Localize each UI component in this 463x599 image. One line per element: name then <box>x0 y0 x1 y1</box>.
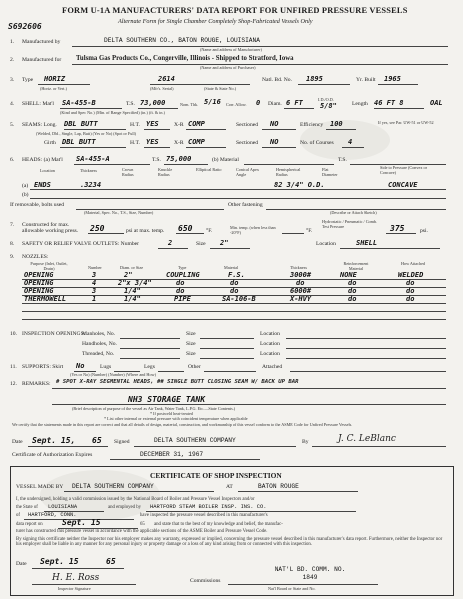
nozzle-attached: do <box>406 287 415 295</box>
other-caption: (Describe or Attach Sketch) <box>330 210 377 215</box>
removable-bolts-label: If removable, bolts used <box>10 202 65 208</box>
handholes-location-label: Location <box>260 341 280 347</box>
nozzle-number: 1 <box>92 295 97 303</box>
nozzle-type: COUPLING <box>166 271 200 279</box>
shop-employed-value: HARTFORD STEAM BOILER INSP. INS. CO. <box>150 504 267 510</box>
serial-stamp: S692606 <box>8 22 42 31</box>
vessel-made-by-value: DELTA SOUTHERN COMPANY <box>72 483 154 490</box>
courses-value: 4 <box>348 138 353 146</box>
nozzle-material: do <box>230 287 239 295</box>
girth-seam-value: DBL BUTT <box>62 138 96 146</box>
attached-label: Attached <box>262 364 283 370</box>
lugs-label: Lugs <box>100 364 112 370</box>
other-label: Other <box>188 364 201 370</box>
removable-caption: (Material, Spec. No., T.S., Size, Number) <box>84 210 154 215</box>
item-number: 4. <box>10 101 15 107</box>
heads-thickness: .3234 <box>80 181 102 189</box>
heads-label: HEADS: (a) Mat'l <box>22 157 63 163</box>
shell-length: 46 FT 8 <box>374 99 404 107</box>
mawp-value: 250 <box>90 224 105 233</box>
girth-xr-label: X-R <box>174 140 184 146</box>
nozzle-thickness: 6000# <box>290 287 312 295</box>
inspector-signature: H. E. Ross <box>52 573 100 583</box>
girth-sectioned-value: NO <box>270 138 279 146</box>
supports-caption: (Yes or No) (Number) (Number) (Where and How) <box>70 372 156 377</box>
vessel-purpose: NH3 STORAGE TANK <box>128 395 206 404</box>
min-temp-unit: °F. <box>306 228 313 234</box>
year-built-value: 1965 <box>384 75 401 83</box>
long-seam-value: DBL BUTT <box>64 120 98 128</box>
seam-efficiency-value: 100 <box>330 120 343 128</box>
shell-diam-label: Diam. <box>268 101 282 107</box>
shell-ts-value: 73,000 <box>140 99 166 107</box>
manufactured-by-label: Manufactured by <box>22 39 61 45</box>
handholes-size-label: Size <box>186 341 196 347</box>
item-number: 10. <box>10 331 17 337</box>
natl-bd-label: Natl. Bd. No. <box>262 77 292 83</box>
heads-ts-label: T.S. <box>152 157 161 163</box>
heads-b-ts-label: T.S. <box>338 157 347 163</box>
heads-col-elliptical: Elliptical Ratio <box>196 167 222 172</box>
shop-date-year: 65 <box>106 557 116 566</box>
manholes-size-label: Size <box>186 331 196 337</box>
nozzle-thickness: X-HVY <box>290 295 312 303</box>
heads-col-hemispherical: Hemispherical Radius <box>276 167 301 177</box>
nozzle-thickness: 3000# <box>290 271 312 279</box>
nozzle-col-thickness: Thickness <box>290 265 307 270</box>
form-title: FORM U-1A MANUFACTURERS' DATA REPORT FOR UNFIRED PRESSURE VESSELS <box>62 6 408 15</box>
courses-label: No. of Courses <box>300 140 334 146</box>
nozzle-size: 1/4" <box>124 295 141 303</box>
handholes-label: Handholes, No. <box>82 341 117 347</box>
mawp-unit: psi at max. temp. <box>126 228 165 234</box>
nozzle-reinforcement: do <box>348 279 357 287</box>
nozzle-col-type: Type <box>178 265 187 270</box>
inspector-signature-caption: Inspector Signature <box>58 586 91 591</box>
type-label: Type <box>22 77 34 83</box>
nozzle-attached: do <box>406 279 415 287</box>
nozzle-reinforcement: NONE <box>340 271 357 279</box>
shop-data-report-label: data report on <box>16 522 43 527</box>
nozzle-purpose: OPENING <box>24 271 54 279</box>
seam-sectioned-label: Sectioned <box>236 122 259 128</box>
certification-statement: We certify that the statements made in this report are correct and that all details of design, material, construction, and workmanship of this vessel conform to the ASME Code for Unfired Pressure Vessels. <box>12 422 353 427</box>
nozzle-size: 2" <box>124 271 133 279</box>
seam-sectioned-value: NO <box>270 120 279 128</box>
nozzle-number: 3 <box>92 271 97 279</box>
vessel-at-value: BATON ROUGE <box>258 483 299 490</box>
shell-nom-label: Nom. Thk. <box>180 102 199 107</box>
auth-expiry: DECEMBER 31, 1967 <box>140 451 204 458</box>
girth-label: Girth <box>44 140 56 146</box>
shop-para-3: and state that to the best of my knowledge and belief, the manufac- <box>154 522 283 527</box>
mfr-serial-value: 2614 <box>158 75 175 83</box>
year-built-label: Yr. Built <box>356 77 376 83</box>
item-number: 5. <box>10 122 15 128</box>
nozzle-size: 1/4" <box>124 287 141 295</box>
heads-location: ENDS <box>34 181 51 189</box>
manholes-location-label: Location <box>260 331 280 337</box>
relief-valve-location: SHELL <box>356 239 378 247</box>
item-number: 3. <box>10 77 15 83</box>
relief-valve-location-label: Location <box>316 241 336 247</box>
cert-date: Sept. 15, <box>32 436 76 445</box>
manholes-label: Manholes, No. <box>82 331 116 337</box>
shop-employed-label: and employed by <box>108 505 142 510</box>
nozzle-col-material: Material <box>224 265 239 270</box>
relief-valve-size-label: Size <box>196 241 206 247</box>
nozzle-attached: do <box>406 295 415 303</box>
nozzle-number: 3 <box>92 287 97 295</box>
shop-date: Sept. 15 <box>40 557 79 566</box>
min-temp-label: Min. temp. (when less than -20°F) <box>230 225 276 235</box>
manufacturer-signature: J. C. LeBlanc <box>338 434 396 444</box>
shell-diameter: 6 FT <box>286 99 303 107</box>
shop-para-1: I, the undersigned, holding a valid commission issued by the National Board of Boiler and Pressure Vessel Inspectors and/or <box>16 497 255 502</box>
item-number: 8. <box>10 241 15 247</box>
shop-date-label: Date <box>16 561 27 567</box>
heads-col-flat: Flat Diameter <box>322 167 338 177</box>
heads-col-thickness: Thickness <box>80 168 97 173</box>
seam-xr-value: COMP <box>188 120 205 128</box>
state-caption: (State & State No.) <box>204 86 237 91</box>
item-number: 6. <box>10 157 15 163</box>
by-label: By <box>302 439 309 445</box>
nozzle-col-reinforcement: Reinforcement Material <box>343 261 369 271</box>
cert-date-year: 65 <box>92 436 102 445</box>
mawp-label: Constructed for max. allowable working press. <box>22 222 79 234</box>
remarks-caption-3: * List other internal or external pressure with coincident temperature when applicable <box>104 416 248 421</box>
inspection-openings-label: INSPECTION OPENINGS: <box>22 331 86 337</box>
shop-inspection-title: CERTIFICATE OF SHOP INSPECTION <box>150 471 282 480</box>
shop-inspected-year: 65 <box>140 522 145 527</box>
shell-od-label: I.D./O.D. <box>318 97 334 102</box>
heads-col-location: Location <box>40 168 55 173</box>
shop-state-value: LOUISIANA <box>48 504 78 510</box>
item-number: 11. <box>10 364 17 370</box>
manufacturer-value: DELTA SOUTHERN CO., BATON ROUGE, LOUISIANA <box>104 37 260 44</box>
test-pressure-value: 375 <box>390 224 405 233</box>
shell-caption: (Kind and Spec No.) (Min. of Range Specified) (in.) (ft. & in.) <box>60 110 165 115</box>
test-pressure-unit: psi. <box>420 228 428 234</box>
remarks-caption-2: * If postweld heat-treated <box>150 411 193 416</box>
heads-hemispherical-radius: 82 3/4" O.D. <box>274 181 325 189</box>
girth-sectioned-label: Sectioned <box>236 140 259 146</box>
seams-label: SEAMS: Long. <box>22 122 57 128</box>
remarks-label: REMARKS: <box>22 381 51 387</box>
max-temp-value: 650 <box>178 224 193 233</box>
nozzle-type: PIPE <box>174 295 191 303</box>
skirt-value: No <box>76 362 85 370</box>
remarks-value: # SPOT X-RAY SEGMENTAL HEADS, ## SINGLE BUTT CLOSING SEAM W/ BACK UP BAR <box>56 379 299 385</box>
shop-of-value: HARTFORD, CONN. <box>28 512 77 518</box>
nozzle-purpose: OPENING <box>24 279 54 287</box>
seam-ht-label: H.T. <box>130 122 140 128</box>
shell-thickness: 5/16 <box>204 98 221 106</box>
purchaser-value: Tulsma Gas Products Co., Congerville, Illinois - Shipped to Stratford, Iowa <box>76 55 294 62</box>
nozzle-type: do <box>176 279 185 287</box>
heads-col-knuckle: Knuckle Radius <box>158 167 173 177</box>
relief-valve-number: 2 <box>168 239 173 247</box>
item-number: 2. <box>10 57 15 63</box>
purchaser-caption: (Name and address of Purchaser) <box>200 65 256 70</box>
remarks-caption-1: (Brief description of purpose of the vessel as Air Tank, Water Tank, L.P.G. Etc.—State Contents.) <box>72 406 236 411</box>
nozzle-reinforcement: do <box>348 287 357 295</box>
girth-ht-value: YES <box>146 138 159 146</box>
supports-label: SUPPORTS: Skirt <box>22 364 64 370</box>
manufactured-for-label: Manufactured for <box>22 57 62 63</box>
signed-company: DELTA SOUTHERN COMPANY <box>154 437 236 444</box>
signed-label: Signed <box>114 439 130 445</box>
serial-caption: (Mfr's. Serial) <box>150 86 174 91</box>
shop-of-label: of <box>16 513 20 518</box>
nozzle-col-purpose: Purpose (Inlet, Outlet, Drain) <box>30 261 68 271</box>
girth-xr-value: COMP <box>188 138 205 146</box>
nozzle-type: do <box>176 287 185 295</box>
auth-label: Certificate of Authorization Expires <box>12 452 93 458</box>
manufacturer-caption: (Name and address of Manufacturer) <box>200 47 262 52</box>
nozzle-col-size: Diam. or Size <box>120 265 144 270</box>
shop-inspected-date: Sept. 15 <box>62 518 101 527</box>
shell-label: SHELL: Mat'l <box>22 101 54 107</box>
nozzles-label: NOZZLES: <box>22 254 49 260</box>
nozzle-material: do <box>230 279 239 287</box>
vessel-at-label: AT <box>226 484 233 490</box>
nozzle-material: SA-106-B <box>222 295 256 303</box>
nozzle-purpose: THERMOWELL <box>24 295 67 303</box>
seam-ht-value: YES <box>146 120 159 128</box>
nozzle-material: F.S. <box>228 271 245 279</box>
commissions-value: NAT'L BD. COMM. NO. 1849 <box>274 566 346 581</box>
nozzle-attached: WELDED <box>398 271 424 279</box>
type-caption: (Horiz. or Vert.) <box>40 86 67 91</box>
test-pressure-label: Hydrostatic / Pneumatic / Comb. Test Pressure <box>322 219 378 229</box>
nozzle-purpose: OPENING <box>24 287 54 295</box>
shell-length-label: Length <box>352 101 368 107</box>
legs-label: Legs <box>144 364 155 370</box>
shell-ts-label: T.S. <box>126 101 135 107</box>
item-number: 7. <box>10 222 15 228</box>
nozzle-reinforcement: do <box>348 295 357 303</box>
cert-date-label: Date <box>12 439 23 445</box>
natl-bd-value: 1895 <box>306 75 323 83</box>
shell-allow-label: Corr. Allow. <box>226 102 247 107</box>
item-number: 12. <box>10 381 17 387</box>
shell-od-value: 5/8" <box>320 102 337 110</box>
heads-row-a-label: (a) <box>22 183 29 189</box>
nozzle-size: 2"x 3/4" <box>118 279 152 287</box>
heads-side: CONCAVE <box>388 181 418 189</box>
threaded-size-label: Size <box>186 351 196 357</box>
threaded-label: Threaded, No. <box>82 351 115 357</box>
shop-state-label: the State of <box>16 505 38 510</box>
heads-col-conical: Conical Apex Angle <box>236 167 259 177</box>
shop-para-5: By signing this certificate neither the Inspector nor his employer makes any warranty, expressed or implied, concerning the pressure vessel described in this manufacturer's data report. Furthermore, neither the Inspector nor his employer shall be liable in any manner for any personal injury or property damage or a loss of any kind arising from or connected with this inspection. <box>16 537 443 548</box>
nozzle-number: 4 <box>92 279 97 287</box>
nozzle-col-number: Number <box>88 265 102 270</box>
heads-row-b-label: (b) <box>22 192 29 198</box>
commissions-label: Commissions <box>190 578 221 584</box>
other-fastening-label: Other fastening <box>228 202 263 208</box>
heads-ts-value: 75,000 <box>166 155 192 163</box>
item-number: 9. <box>10 254 15 260</box>
heads-b-material-label: (b) Material <box>212 157 239 163</box>
item-number: 1. <box>10 39 15 45</box>
shell-length-unit: OAL <box>430 99 443 107</box>
relief-valve-label: SAFETY OR RELIEF VALVE OUTLETS: Number <box>22 241 140 247</box>
shop-para-2: have inspected the pressure vessel described in this manufacturer's <box>140 513 268 518</box>
nozzle-col-attached: How Attached <box>400 261 426 266</box>
seam-xr-label: X-R <box>174 122 184 128</box>
shell-corrosion-allowance: 0 <box>256 99 261 107</box>
type-value: HORIZ <box>44 75 66 83</box>
form-subtitle: Alternate Form for Single Chamber Completely Shop-Fabricated Vessels Only <box>118 18 313 25</box>
max-temp-unit: °F. <box>206 228 213 234</box>
commissions-caption: Nat'l Board or State and No. <box>268 586 316 591</box>
heads-material: SA-455-A <box>76 155 110 163</box>
girth-ht-label: H.T. <box>130 140 140 146</box>
vessel-made-by-label: VESSEL MADE BY <box>16 484 64 490</box>
heads-col-side: Side to Pressure (Convex or Concave) <box>380 165 427 175</box>
shell-material: SA-455-B <box>62 99 96 107</box>
heads-col-crown: Crown Radius <box>122 167 134 177</box>
seam-caption: (Welded, Dbl., Single, Lap, Butt) (Yes or No) (Spot or Full) <box>36 131 137 136</box>
seam-efficiency-label: Efficiency <box>300 122 324 128</box>
threaded-location-label: Location <box>260 351 280 357</box>
seam-note: If yes, see Par. UW-51 or UW-52 <box>378 120 434 125</box>
relief-valve-size: 2" <box>220 239 229 247</box>
shop-para-4: turer has constructed this pressure vessel in accordance with the applicable sections of the ASME Boiler and Pressure Vessel Code. <box>16 529 268 534</box>
nozzle-thickness: do <box>296 279 305 287</box>
